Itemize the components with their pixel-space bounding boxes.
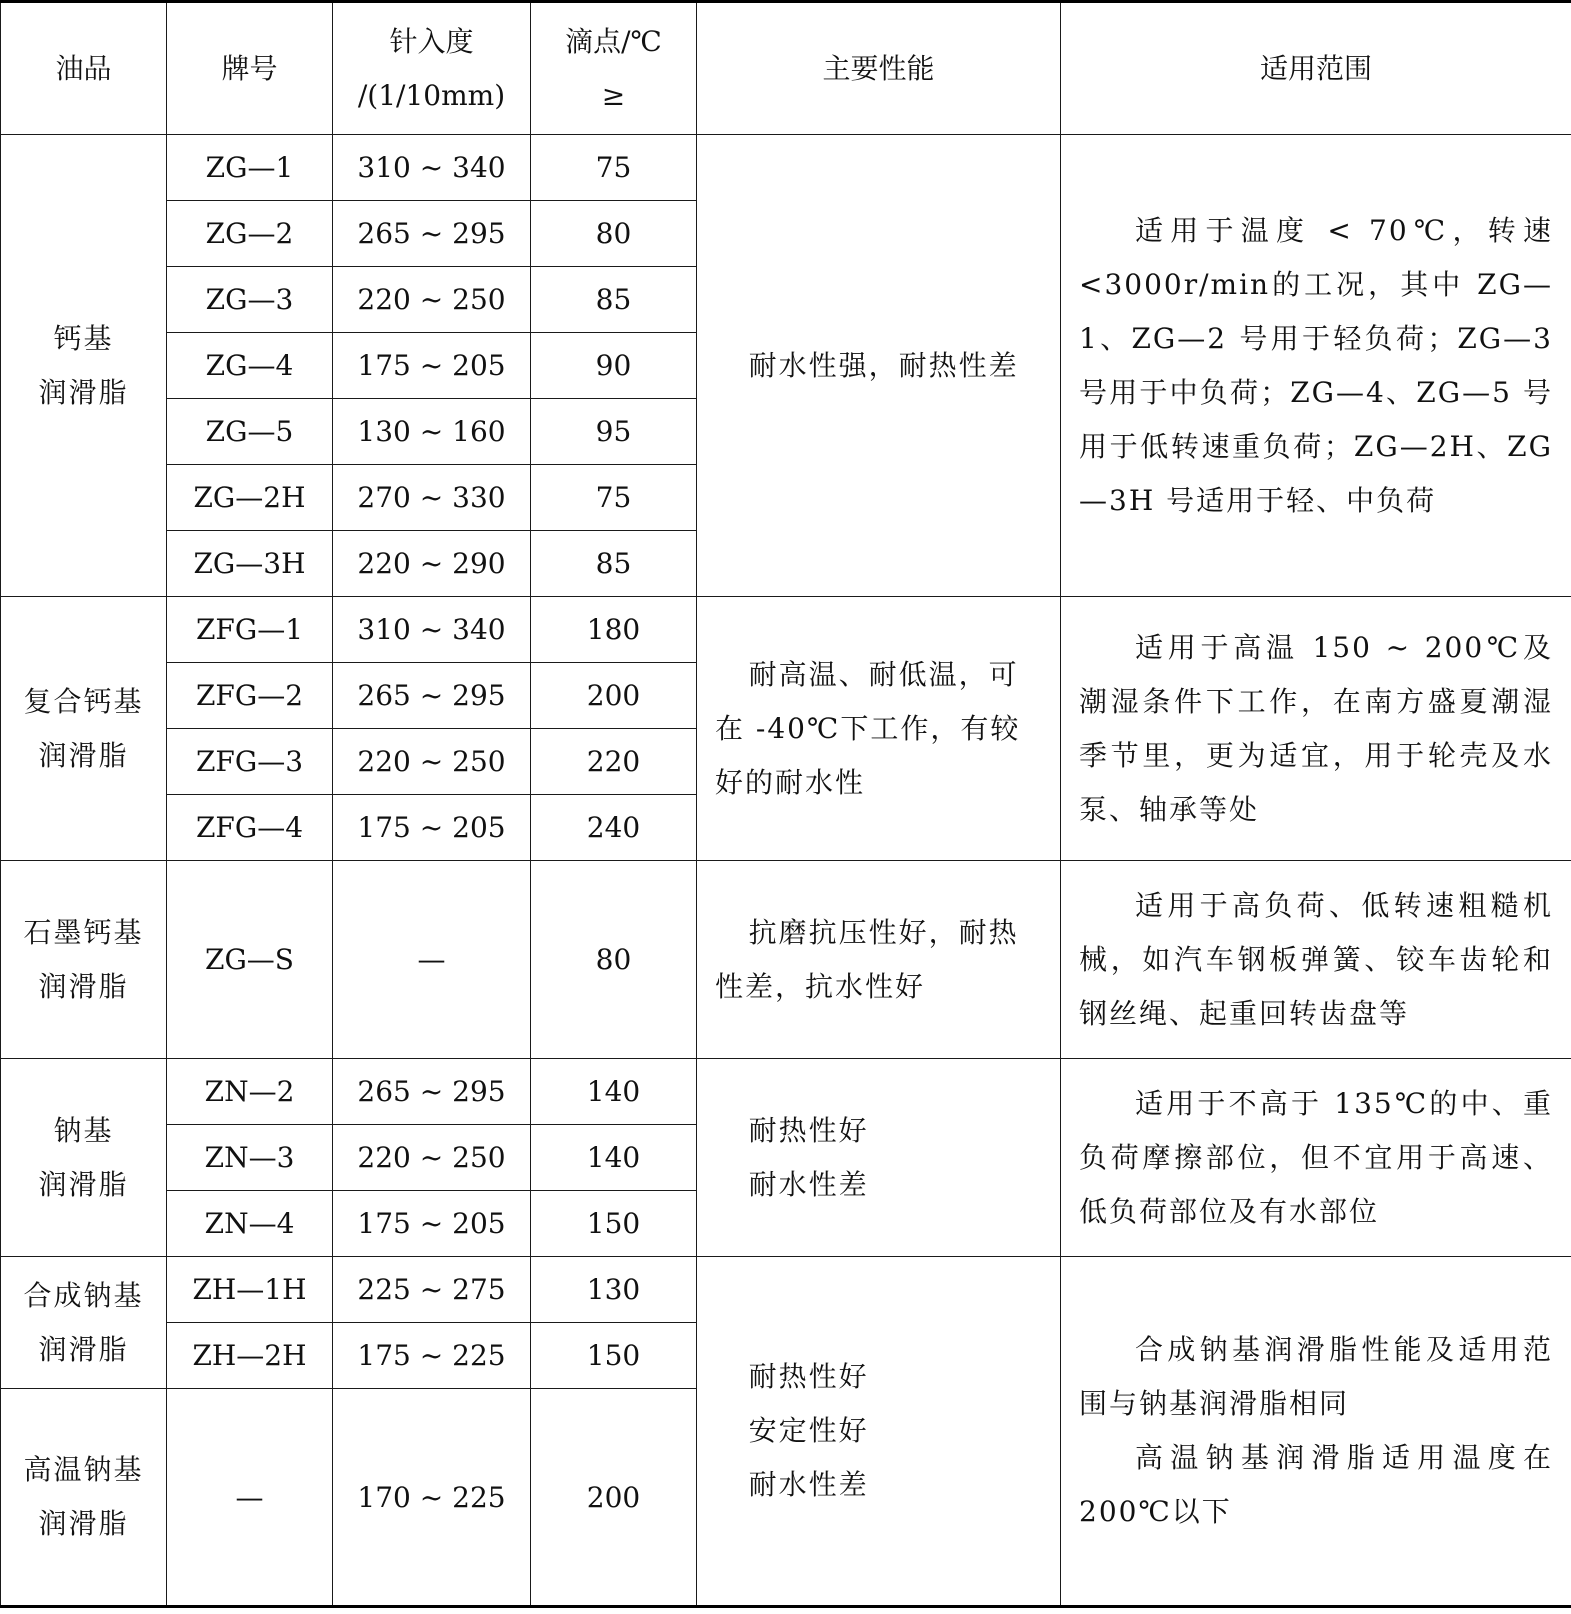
header-row (1, 2, 1571, 135)
header-penetration-line1: 针入度 (389, 24, 474, 58)
drop-cell: 95 (531, 399, 697, 465)
header-grade: 牌号 (167, 2, 333, 135)
drop-cell: 140 (531, 1059, 697, 1125)
drop-cell: 90 (531, 333, 697, 399)
drop-cell: 80 (531, 861, 697, 1059)
grade-cell: ZN—3 (167, 1125, 333, 1191)
header-drop-line1: 滴点/℃ (565, 24, 662, 58)
drop-cell: 85 (531, 267, 697, 333)
penetration-cell: 225 ~ 275 (333, 1257, 531, 1323)
oil-name-calcium: 钙基 润滑脂 (1, 135, 167, 597)
penetration-cell: 310 ~ 340 (333, 597, 531, 663)
grade-cell: ZG—3 (167, 267, 333, 333)
penetration-cell: 265 ~ 295 (333, 201, 531, 267)
grade-cell: ZG—4 (167, 333, 333, 399)
header-penetration (333, 2, 531, 135)
penetration-cell: 170 ~ 225 (333, 1389, 531, 1607)
oil-name-graphite-calcium: 石墨钙基 润滑脂 (1, 861, 167, 1059)
oil-name-high-temp-sodium: 高温钠基 润滑脂 (1, 1389, 167, 1607)
drop-cell: 85 (531, 531, 697, 597)
header-drop-line2: ≥ (601, 78, 626, 112)
application-complex-calcium: 适用于高温 150 ~ 200℃及潮湿条件下工作，在南方盛夏潮湿季节里，更为适宜，用于轮壳及水泵、轴承等处 (1061, 597, 1571, 861)
table-row (1, 135, 1571, 201)
drop-cell: 200 (531, 1389, 697, 1607)
drop-cell: 130 (531, 1257, 697, 1323)
header-oil: 油品 (1, 2, 167, 135)
grade-cell: ZH—1H (167, 1257, 333, 1323)
table-row (1, 1257, 1571, 1323)
penetration-cell: 310 ~ 340 (333, 135, 531, 201)
penetration-cell: 220 ~ 290 (333, 531, 531, 597)
header-performance: 主要性能 (697, 2, 1061, 135)
drop-cell: 240 (531, 795, 697, 861)
grade-cell: ZH—2H (167, 1323, 333, 1389)
drop-cell: 75 (531, 135, 697, 201)
application-calcium: 适用于温度 < 70℃，转速 <3000r/min的工况，其中 ZG—1、ZG—2 号用于轻负荷；ZG—3 号用于中负荷；ZG—4、ZG—5 号用于低转速重负荷；ZG—2H、ZG—3H 号适用于轻、中负荷 (1061, 135, 1571, 597)
table-row (1, 861, 1571, 1059)
oil-name-complex-calcium: 复合钙基 润滑脂 (1, 597, 167, 861)
performance-complex-calcium: 耐高温、耐低温，可在 -40℃下工作，有较好的耐水性 (697, 597, 1061, 861)
header-drop-point (531, 2, 697, 135)
grade-cell: ZG—5 (167, 399, 333, 465)
drop-cell: 150 (531, 1191, 697, 1257)
penetration-cell: 130 ~ 160 (333, 399, 531, 465)
grade-cell: ZFG—1 (167, 597, 333, 663)
drop-cell: 180 (531, 597, 697, 663)
grade-cell: ZN—4 (167, 1191, 333, 1257)
penetration-cell: 175 ~ 205 (333, 795, 531, 861)
header-application: 适用范围 (1061, 2, 1571, 135)
grade-cell: ZG—3H (167, 531, 333, 597)
penetration-cell: 175 ~ 205 (333, 333, 531, 399)
penetration-cell: 265 ~ 295 (333, 1059, 531, 1125)
penetration-cell: — (333, 861, 531, 1059)
drop-cell: 150 (531, 1323, 697, 1389)
table-row (1, 1059, 1571, 1125)
oil-name-sodium: 钠基 润滑脂 (1, 1059, 167, 1257)
penetration-cell: 270 ~ 330 (333, 465, 531, 531)
drop-cell: 140 (531, 1125, 697, 1191)
performance-graphite-calcium: 抗磨抗压性好，耐热性差，抗水性好 (697, 861, 1061, 1059)
penetration-cell: 175 ~ 205 (333, 1191, 531, 1257)
performance-calcium: 耐水性强，耐热性差 (697, 135, 1061, 597)
header-penetration-line2: /(1/10mm) (357, 78, 506, 112)
performance-sodium: 耐热性好 耐水性差 (697, 1059, 1061, 1257)
grade-cell: ZFG—4 (167, 795, 333, 861)
drop-cell: 80 (531, 201, 697, 267)
penetration-cell: 220 ~ 250 (333, 729, 531, 795)
application-graphite-calcium: 适用于高负荷、低转速粗糙机械，如汽车钢板弹簧、铰车齿轮和钢丝绳、起重回转齿盘等 (1061, 861, 1571, 1059)
penetration-cell: 220 ~ 250 (333, 267, 531, 333)
grade-cell: ZFG—2 (167, 663, 333, 729)
grade-cell: ZG—2H (167, 465, 333, 531)
table-row (1, 597, 1571, 663)
penetration-cell: 175 ~ 225 (333, 1323, 531, 1389)
performance-synthetic-high-temp-sodium: 耐热性好 安定性好 耐水性差 (697, 1257, 1061, 1607)
penetration-cell: 265 ~ 295 (333, 663, 531, 729)
grade-cell: ZN—2 (167, 1059, 333, 1125)
drop-cell: 75 (531, 465, 697, 531)
application-sodium: 适用于不高于 135℃的中、重负荷摩擦部位，但不宜用于高速、低负荷部位及有水部位 (1061, 1059, 1571, 1257)
grade-cell: — (167, 1389, 333, 1607)
grade-cell: ZG—S (167, 861, 333, 1059)
grade-cell: ZG—1 (167, 135, 333, 201)
drop-cell: 220 (531, 729, 697, 795)
grade-cell: ZFG—3 (167, 729, 333, 795)
drop-cell: 200 (531, 663, 697, 729)
application-synthetic-high-temp-sodium: 合成钠基润滑脂性能及适用范围与钠基润滑脂相同 高温钠基润滑脂适用温度在 200℃以下 (1061, 1257, 1571, 1607)
penetration-cell: 220 ~ 250 (333, 1125, 531, 1191)
grade-cell: ZG—2 (167, 201, 333, 267)
oil-name-synthetic-sodium: 合成钠基 润滑脂 (1, 1257, 167, 1389)
